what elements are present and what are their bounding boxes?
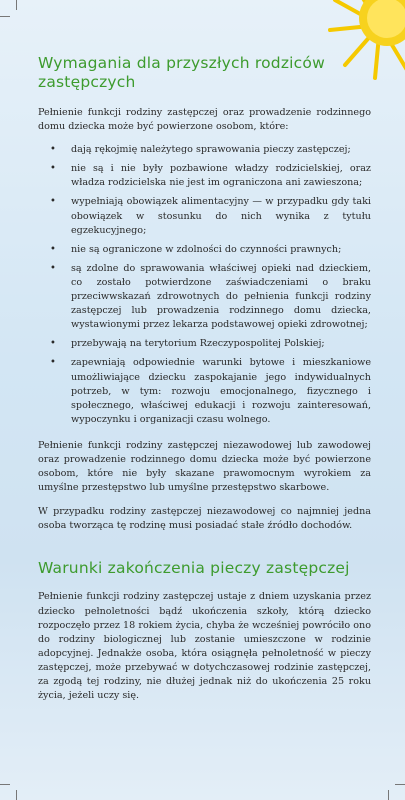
list-item: • nie są i nie były pozbawione władzy rodzicielskiej, oraz władza rodzicielska nie jest im ograniczona ani zawieszona; bbox=[38, 162, 371, 190]
list-item: • są zdolne do sprawowania właściwej opieki nad dzieckiem, co zostało potwierdzone zaświadczeniami o braku przeciwwskazań zdrowotnych do pełnienia funkcji rodziny zastępczej lub prowadzenia rodzinnego domu dziecka, wystawionymi przez lekarza podstawowej opieki zdrowotnej; bbox=[38, 262, 371, 332]
list-item: • przebywają na terytorium Rzeczypospolitej Polskiej; bbox=[38, 337, 371, 351]
list-item: • nie są ograniczone w zdolności do czynności prawnych; bbox=[38, 243, 371, 257]
section-title-requirements: Wymagania dla przyszłych rodziców zastępczych bbox=[38, 54, 325, 91]
list-item: • dają rękojmię należytego sprawowania pieczy zastępczej; bbox=[38, 143, 371, 157]
requirements-list bbox=[38, 143, 371, 427]
list-item: • wypełniają obowiązek alimentacyjny — w przypadku gdy taki obowiązek w stosunku do nich wynika z tytułu egzekucyjnego; bbox=[38, 195, 371, 237]
section-title-termination: Warunki zakończenia pieczy zastępczej bbox=[38, 559, 350, 578]
paragraph-termination: Pełnienie funkcji rodziny zastępczej ustaje z dniem uzyskania przez dziecko pełnoletności bądź ukończenia szkoły, którą dziecko rozpoczęło przez 18 rokiem życia, chyba że wcześniej powróciło ono do rodziny biologicznej lub zostanie umieszczone w rodzinie adopcyjnej. Jednakże osoba, która osiągnęła pełnoletność w pieczy zastępczej, może przebywać w dotychczasowej rodzinie zastępczej, za zgodą tej rodziny, nie dłużej jednak niż do ukończenia 25 roku życia, jeżeli uczy się. bbox=[38, 591, 371, 702]
paragraph-income: W przypadku rodziny zastępczej niezawodowej co najmniej jedna osoba tworząca tę rodzinę musi posiadać stałe źródło dochodów. bbox=[38, 506, 371, 532]
list-item: • zapewniają odpowiednie warunki bytowe i mieszkaniowe umożliwiające dziecku zaspokajanie jego indywidualnych potrzeb, w tym: rozwoju emocjonalnego, fizycznego i społecznego, właściwej edukacji i rozwoju zainteresowań, wypoczynku i organizacji czasu wolnego. bbox=[38, 356, 371, 426]
paragraph-criminal-record: Pełnienie funkcji rodziny zastępczej niezawodowej lub zawodowej oraz prowadzenie rodzinnego domu dziecka może być powierzone osobom, które nie były skazane prawomocnym wyrokiem za umyślne przestępstwo lub umyślne przestępstwo skarbowe. bbox=[38, 439, 371, 494]
intro-paragraph: Pełnienie funkcji rodziny zastępczej oraz prowadzenie rodzinnego domu dziecka może być powierzone osobom, które: bbox=[38, 107, 371, 133]
